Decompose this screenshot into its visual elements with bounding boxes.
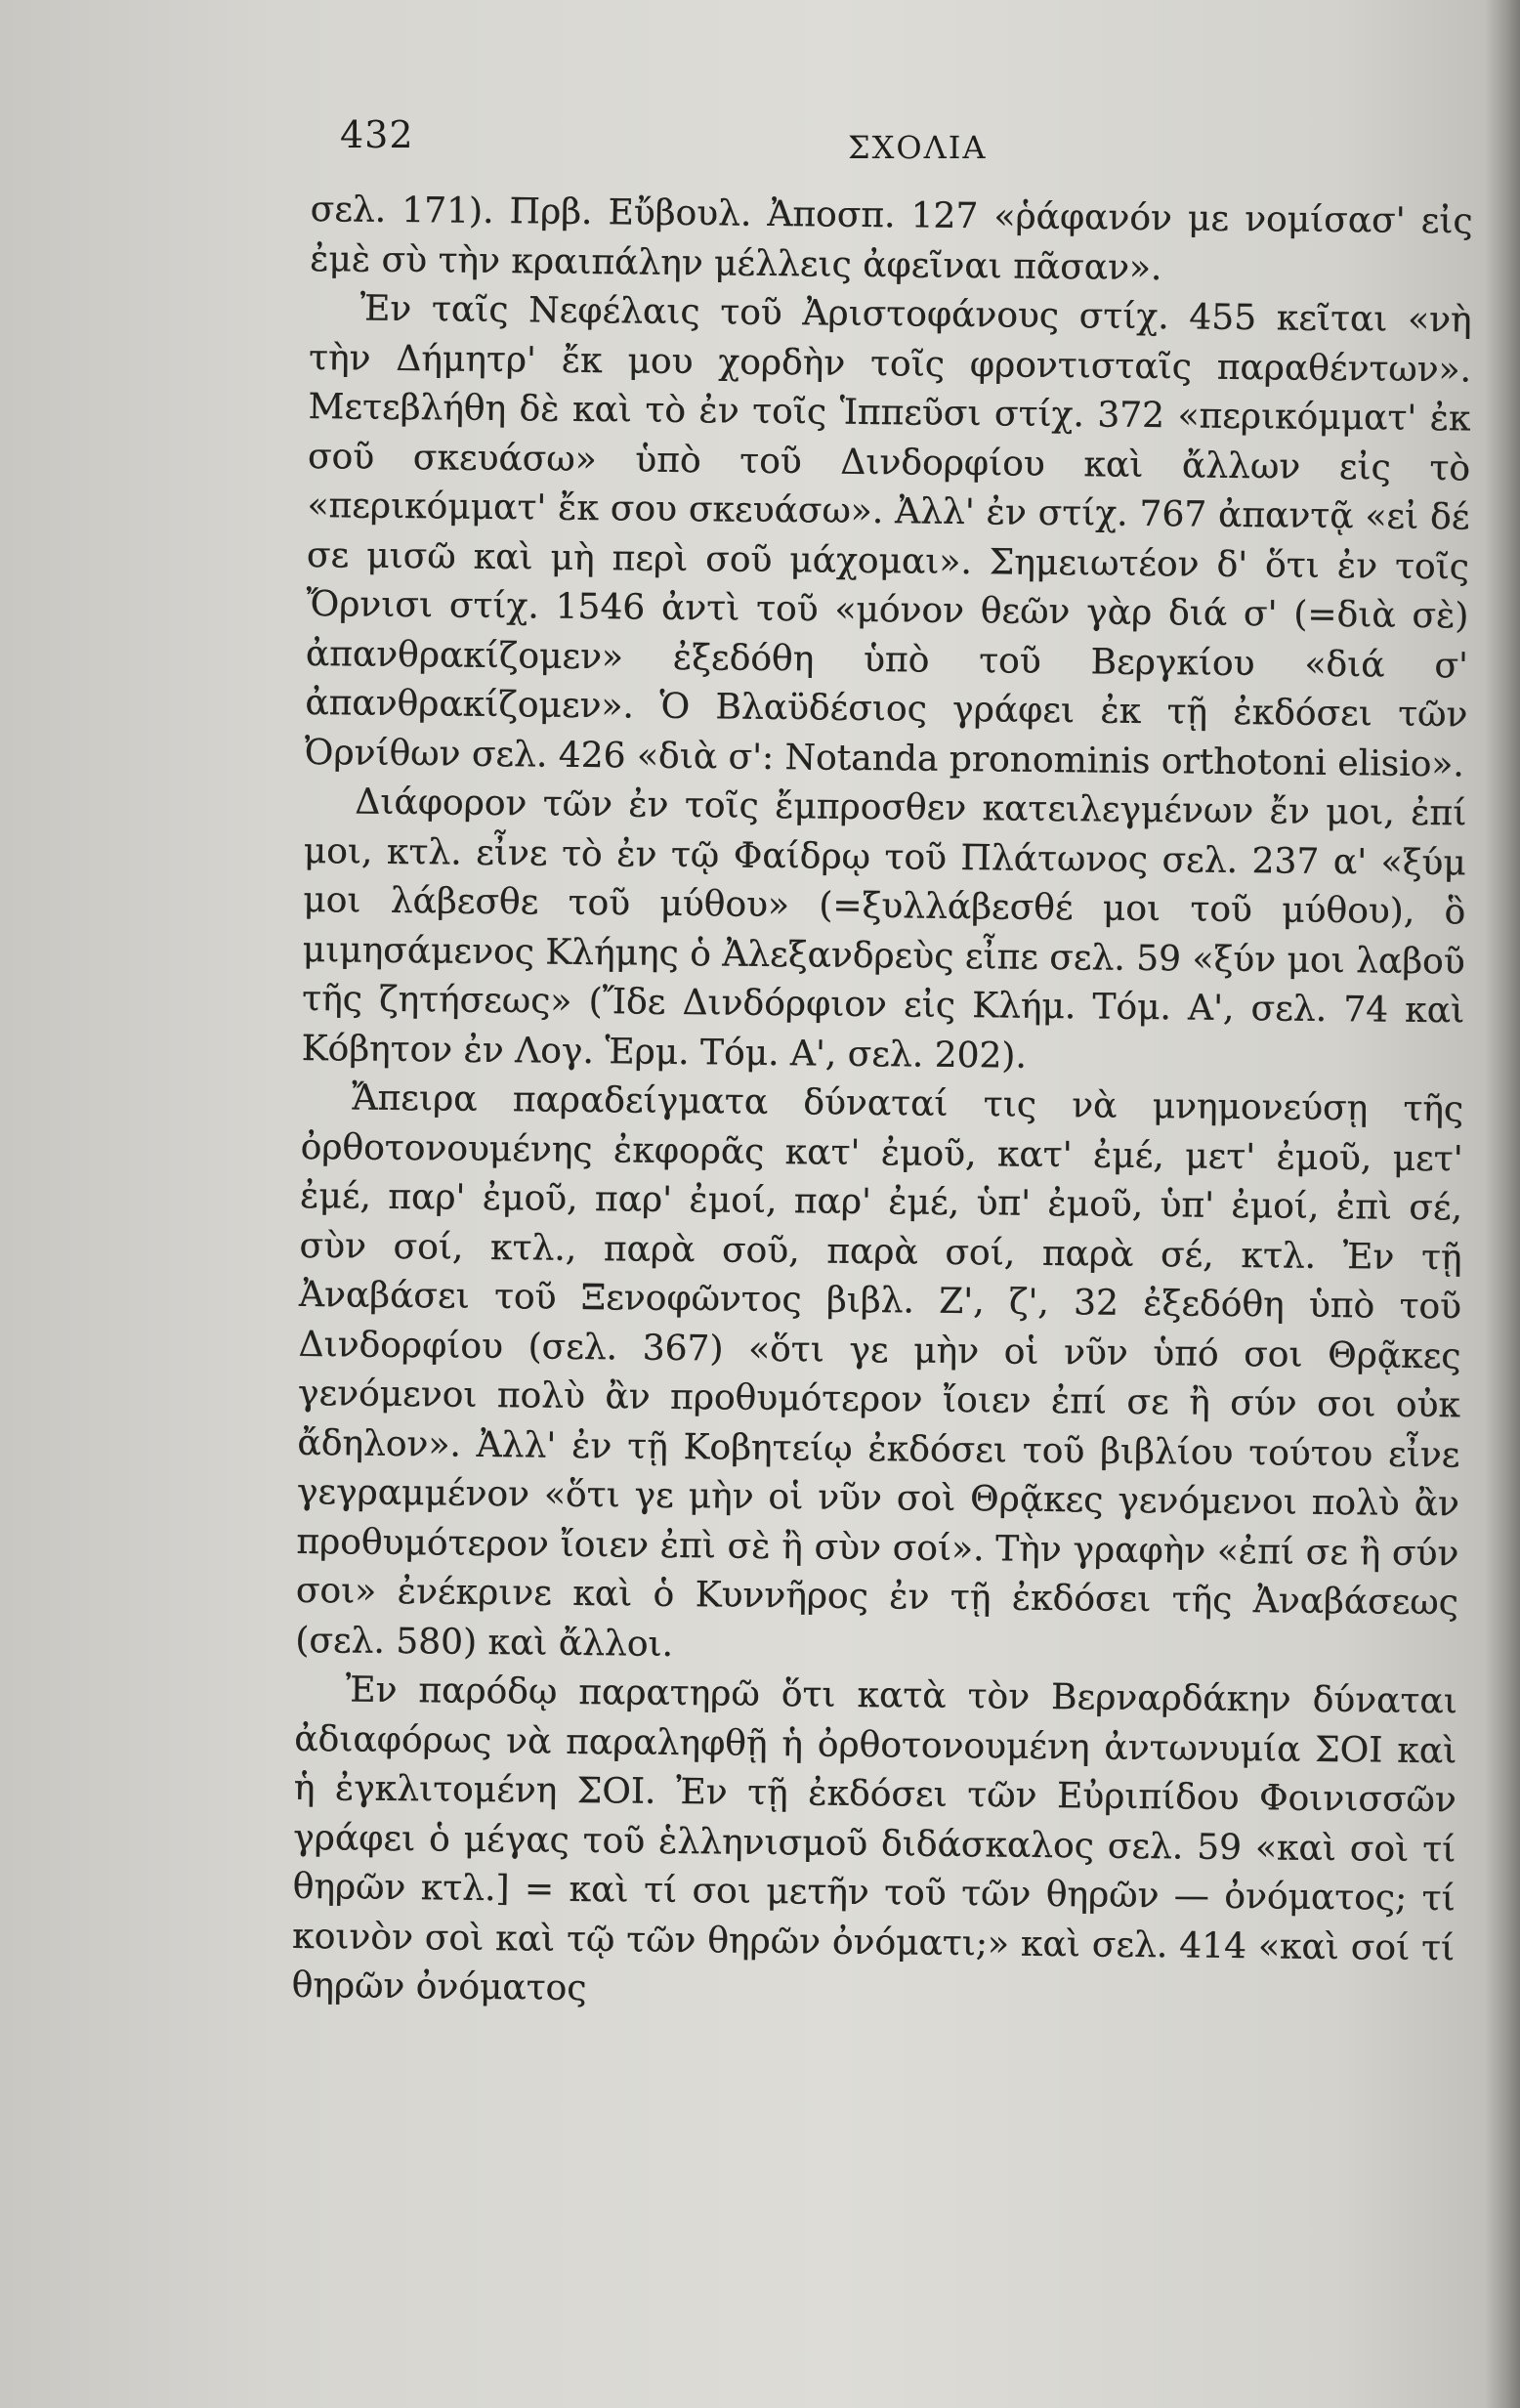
paragraph-continuation: σελ. 171). Πρβ. Εὔβουλ. Ἀποσπ. 127 «ῥάφανόν με νομίσασ' εἰς ἐμὲ σὺ τὴν κραιπάλην μέλλεις ἀφεῖναι πᾶσαν». [309, 189, 1473, 288]
page-edge-shadow [1485, 0, 1520, 2408]
body-text [288, 186, 1473, 2376]
paragraph-examples: Ἄπειρα παραδείγματα δύναταί τις νὰ μνημονεύσῃ τῆς ὀρθοτονουμένης ἐκφορᾶς κατ' ἐμοῦ, κατ' ἐμέ, μετ' ἐμοῦ, μετ' ἐμέ, παρ' ἐμοῦ, παρ' ἐμοί, παρ' ἐμέ, ὑπ' ἐμοῦ, ὑπ' ἐμοί, ἐπὶ σέ, σὺν σοί, κτλ., παρὰ σοῦ, παρὰ σοί, παρὰ σέ, κτλ. Ἐν τῇ Ἀναβάσει τοῦ Ξενοφῶντος βιβλ. Ζ', ζ', 32 ἐξεδόθη ὑπὸ τοῦ Δινδορφίου (σελ. 367) «ὅτι γε μὴν οἱ νῦν ὑπό σοι Θρᾷκες γενόμενοι πολὺ ἂν προθυμότερον ἴοιεν ἐπί σε ἢ σύν σοι οὐκ ἄδηλον». Ἀλλ' ἐν τῇ Κοβητείῳ ἐκδόσει τοῦ βιβλίου τούτου εἶνε γεγραμμένον «ὅτι γε μὴν οἱ νῦν σοὶ Θρᾷκες γενόμενοι πολὺ ἂν προθυμότερον ἴοιεν ἐπὶ σὲ ἢ σὺν σοί». Τὴν γραφὴν «ἐπί σε ἢ σύν σοι» ἐνέκρινε καὶ ὁ Κυννῆρος ἐν τῇ ἐκδόσει τῆς Ἀναβάσεως (σελ. 580) καὶ ἄλλοι. [295, 1077, 1464, 1665]
paragraph-bernardakis: Ἐν παρόδῳ παρατηρῶ ὅτι κατὰ τὸν Βερναρδάκην δύναται ἀδιαφόρως νὰ παραληφθῇ ἡ ὀρθοτονουμένη ἀντωνυμία ΣΟΙ καὶ ἡ ἐγκλιτομένη ΣΟΙ. Ἐν τῇ ἐκδόσει τῶν Εὐριπίδου Φοινισσῶν γράφει ὁ μέγας τοῦ ἑλληνισμοῦ διδάσκαλος σελ. 59 «καὶ σοὶ τί θηρῶν κτλ.] = καὶ τί σοι μετῆν τοῦ τῶν θηρῶν — ὀνόματος; τί κοινὸν σοὶ καὶ τῷ τῶν θηρῶν ὀνόματι;» καὶ σελ. 414 «καὶ σοί τί θηρῶν ὀνόματος [291, 1669, 1458, 2009]
page-number: 432 [340, 113, 414, 156]
paragraph-phaedrus: Διάφορον τῶν ἐν τοῖς ἔμπροσθεν κατειλεγμένων ἔν μοι, ἐπί μοι, κτλ. εἶνε τὸ ἐν τῷ Φαίδρῳ τοῦ Πλάτωνος σελ. 237 α' «ξύμ μοι λάβεσθε τοῦ μύθου» (=ξυλλάβεσθέ μοι τοῦ μύθου), ὃ μιμησάμενος Κλήμης ὁ Ἀλεξανδρεὺς εἶπε σελ. 59 «ξύν μοι λαβοῦ τῆς ζητήσεως» (Ἴδε Δινδόρφιον εἰς Κλήμ. Τόμ. Α', σελ. 74 καὶ Κόβητον ἐν Λογ. Ἑρμ. Τόμ. Α', σελ. 202). [301, 782, 1467, 1077]
paragraph-nephelai: Ἐν ταῖς Νεφέλαις τοῦ Ἀριστοφάνους στίχ. 455 κεῖται «νὴ τὴν Δήμητρ' ἔκ μου χορδὴν τοῖς φροντισταῖς παραθέντων». Μετεβλήθη δὲ καὶ τὸ ἐν τοῖς Ἱππεῦσι στίχ. 372 «περικόμματ' ἐκ σοῦ σκευάσω» ὑπὸ τοῦ Δινδορφίου καὶ ἄλλων εἰς τὸ «περικόμματ' ἔκ σου σκευάσω». Ἀλλ' ἐν στίχ. 767 ἀπαντᾷ «εἰ δέ σε μισῶ καὶ μὴ περὶ σοῦ μάχομαι». Σημειωτέον δ' ὅτι ἐν τοῖς Ὄρνισι στίχ. 1546 ἀντὶ τοῦ «μόνον θεῶν γὰρ διά σ' (=διὰ σὲ) ἀπανθρακίζομεν» ἐξεδόθη ὑπὸ τοῦ Βεργκίου «διά σ' ἀπανθρακίζομεν». Ὁ Βλαϋδέσιος γράφει ἐκ τῇ ἐκδόσει τῶν Ὀρνίθων σελ. 426 «διὰ σ': Notanda pronominis orthotoni elisio». [304, 288, 1472, 784]
page-header [340, 106, 1463, 164]
running-head: ΣΧΟΛΙΑ [848, 129, 988, 166]
